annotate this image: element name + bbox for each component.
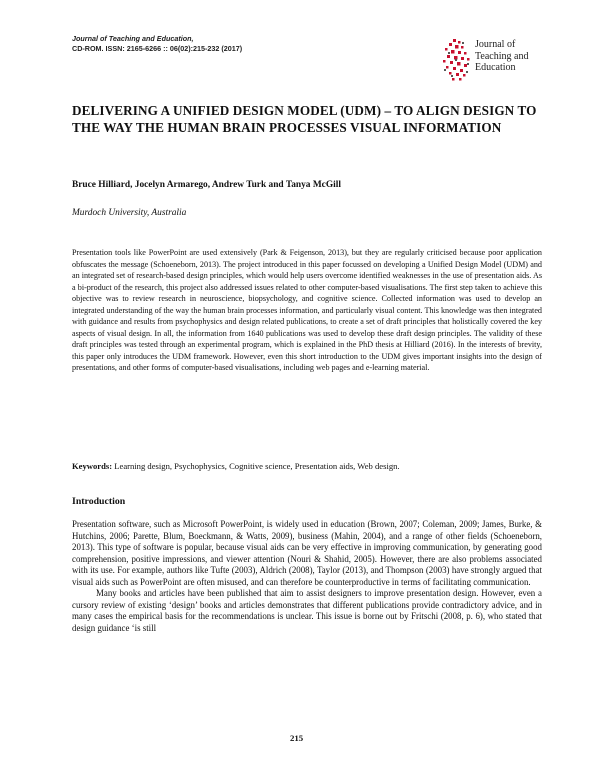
logo-line: Journal of <box>475 39 516 50</box>
introduction-body <box>72 519 542 634</box>
issn-line: CD-ROM. ISSN: 2165-6266 :: 06(02):215-232 (2017) <box>72 44 243 53</box>
page-number: 215 <box>290 733 304 743</box>
paragraph: Many books and articles have been published that aim to assist designers to improve presentation design. However, even a cursory review of existing ‘design’ books and articles demonstrates that different publications provide contradictory advice, and in many cases the empirical basis for the recommendations is unclear. This issue is borne out by Fritschi (2008, p. 6), who stated that design guidance ‘is still <box>72 588 542 633</box>
journal-logo <box>442 34 542 84</box>
author-affiliation: Murdoch University, Australia <box>72 208 187 218</box>
abstract: Presentation tools like PowerPoint are used extensively (Park & Feigenson, 2013), but they are regularly criticised because poor application obfuscates the message (Schoeneborn, 2013). The project introduced in this paper focussed on developing a Unified Design Model (UDM) and an integrated set of research-based design principles, which would help users overcome identified weaknesses in the use of presentation aids. As a bi-product of the research, this project also addressed issues related to other computer-based visualisations. The first step taken to achieve this objective was to review research in neuroscience, biopsychology, and cognitive science. Collected information was used to develop an integrated understanding of the way the human brain processes information, and particularly visual content. This knowledge was then integrated with guidance and results from psychophysics and design related publications, to create a set of draft principles that holistically covered the key aspects of visual design. In all, the information from 1640 publications was used to develop these draft design principles. The validity of these draft principles was tested through an experimental program, which is explained in the PhD thesis at Hilliard (2016). In the interests of brevity, this paper only introduces the UDM framework. However, even this short introduction to the UDM gives important insights into the design of presentations, and other forms of computer-based visualisations, including web pages and e-learning material. <box>72 248 542 373</box>
keywords <box>72 461 542 471</box>
logo-text <box>475 39 528 74</box>
keywords-list: Learning design, Psychophysics, Cognitive science, Presentation aids, Web design. <box>112 461 400 471</box>
journal-logo-icon <box>442 38 472 82</box>
keywords-label: Keywords: <box>72 461 113 471</box>
paper-authors: Bruce Hilliard, Jocelyn Armarego, Andrew Turk and Tanya McGill <box>72 180 341 190</box>
journal-name: Journal of Teaching and Education, <box>72 34 194 43</box>
logo-line: Education <box>475 62 516 73</box>
paper-title: DELIVERING A UNIFIED DESIGN MODEL (UDM) – TO ALIGN DESIGN TO THE WAY THE HUMAN BRAIN PROCESSES VISUAL INFORMATION <box>72 103 537 135</box>
logo-line: Teaching and <box>475 50 529 62</box>
section-heading-introduction: Introduction <box>72 496 126 507</box>
paragraph: Presentation software, such as Microsoft PowerPoint, is widely used in education (Brown, 2007; Coleman, 2009; James, Burke, & Hutchins, 2006; Parette, Blum, Boeckmann, & Watts, 2009), business (Mahin, 2004), and a range of other fields (Schoeneborn, 2013). This type of software is popular, because visual aids can be very effective in improving communication, by generating good comprehension, positive impressions, and viewer attention (Nouri & Shahid, 2005). However, there are also problems associated with its use. For example, authors like Tufte (2003), Aldrich (2008), Taylor (2013), and Thompson (2003) have strongly argued that visual aids such as PowerPoint are often misused, and can therefore be counterproductive in terms of facilitating communication. <box>72 519 542 587</box>
journal-header <box>72 34 242 54</box>
